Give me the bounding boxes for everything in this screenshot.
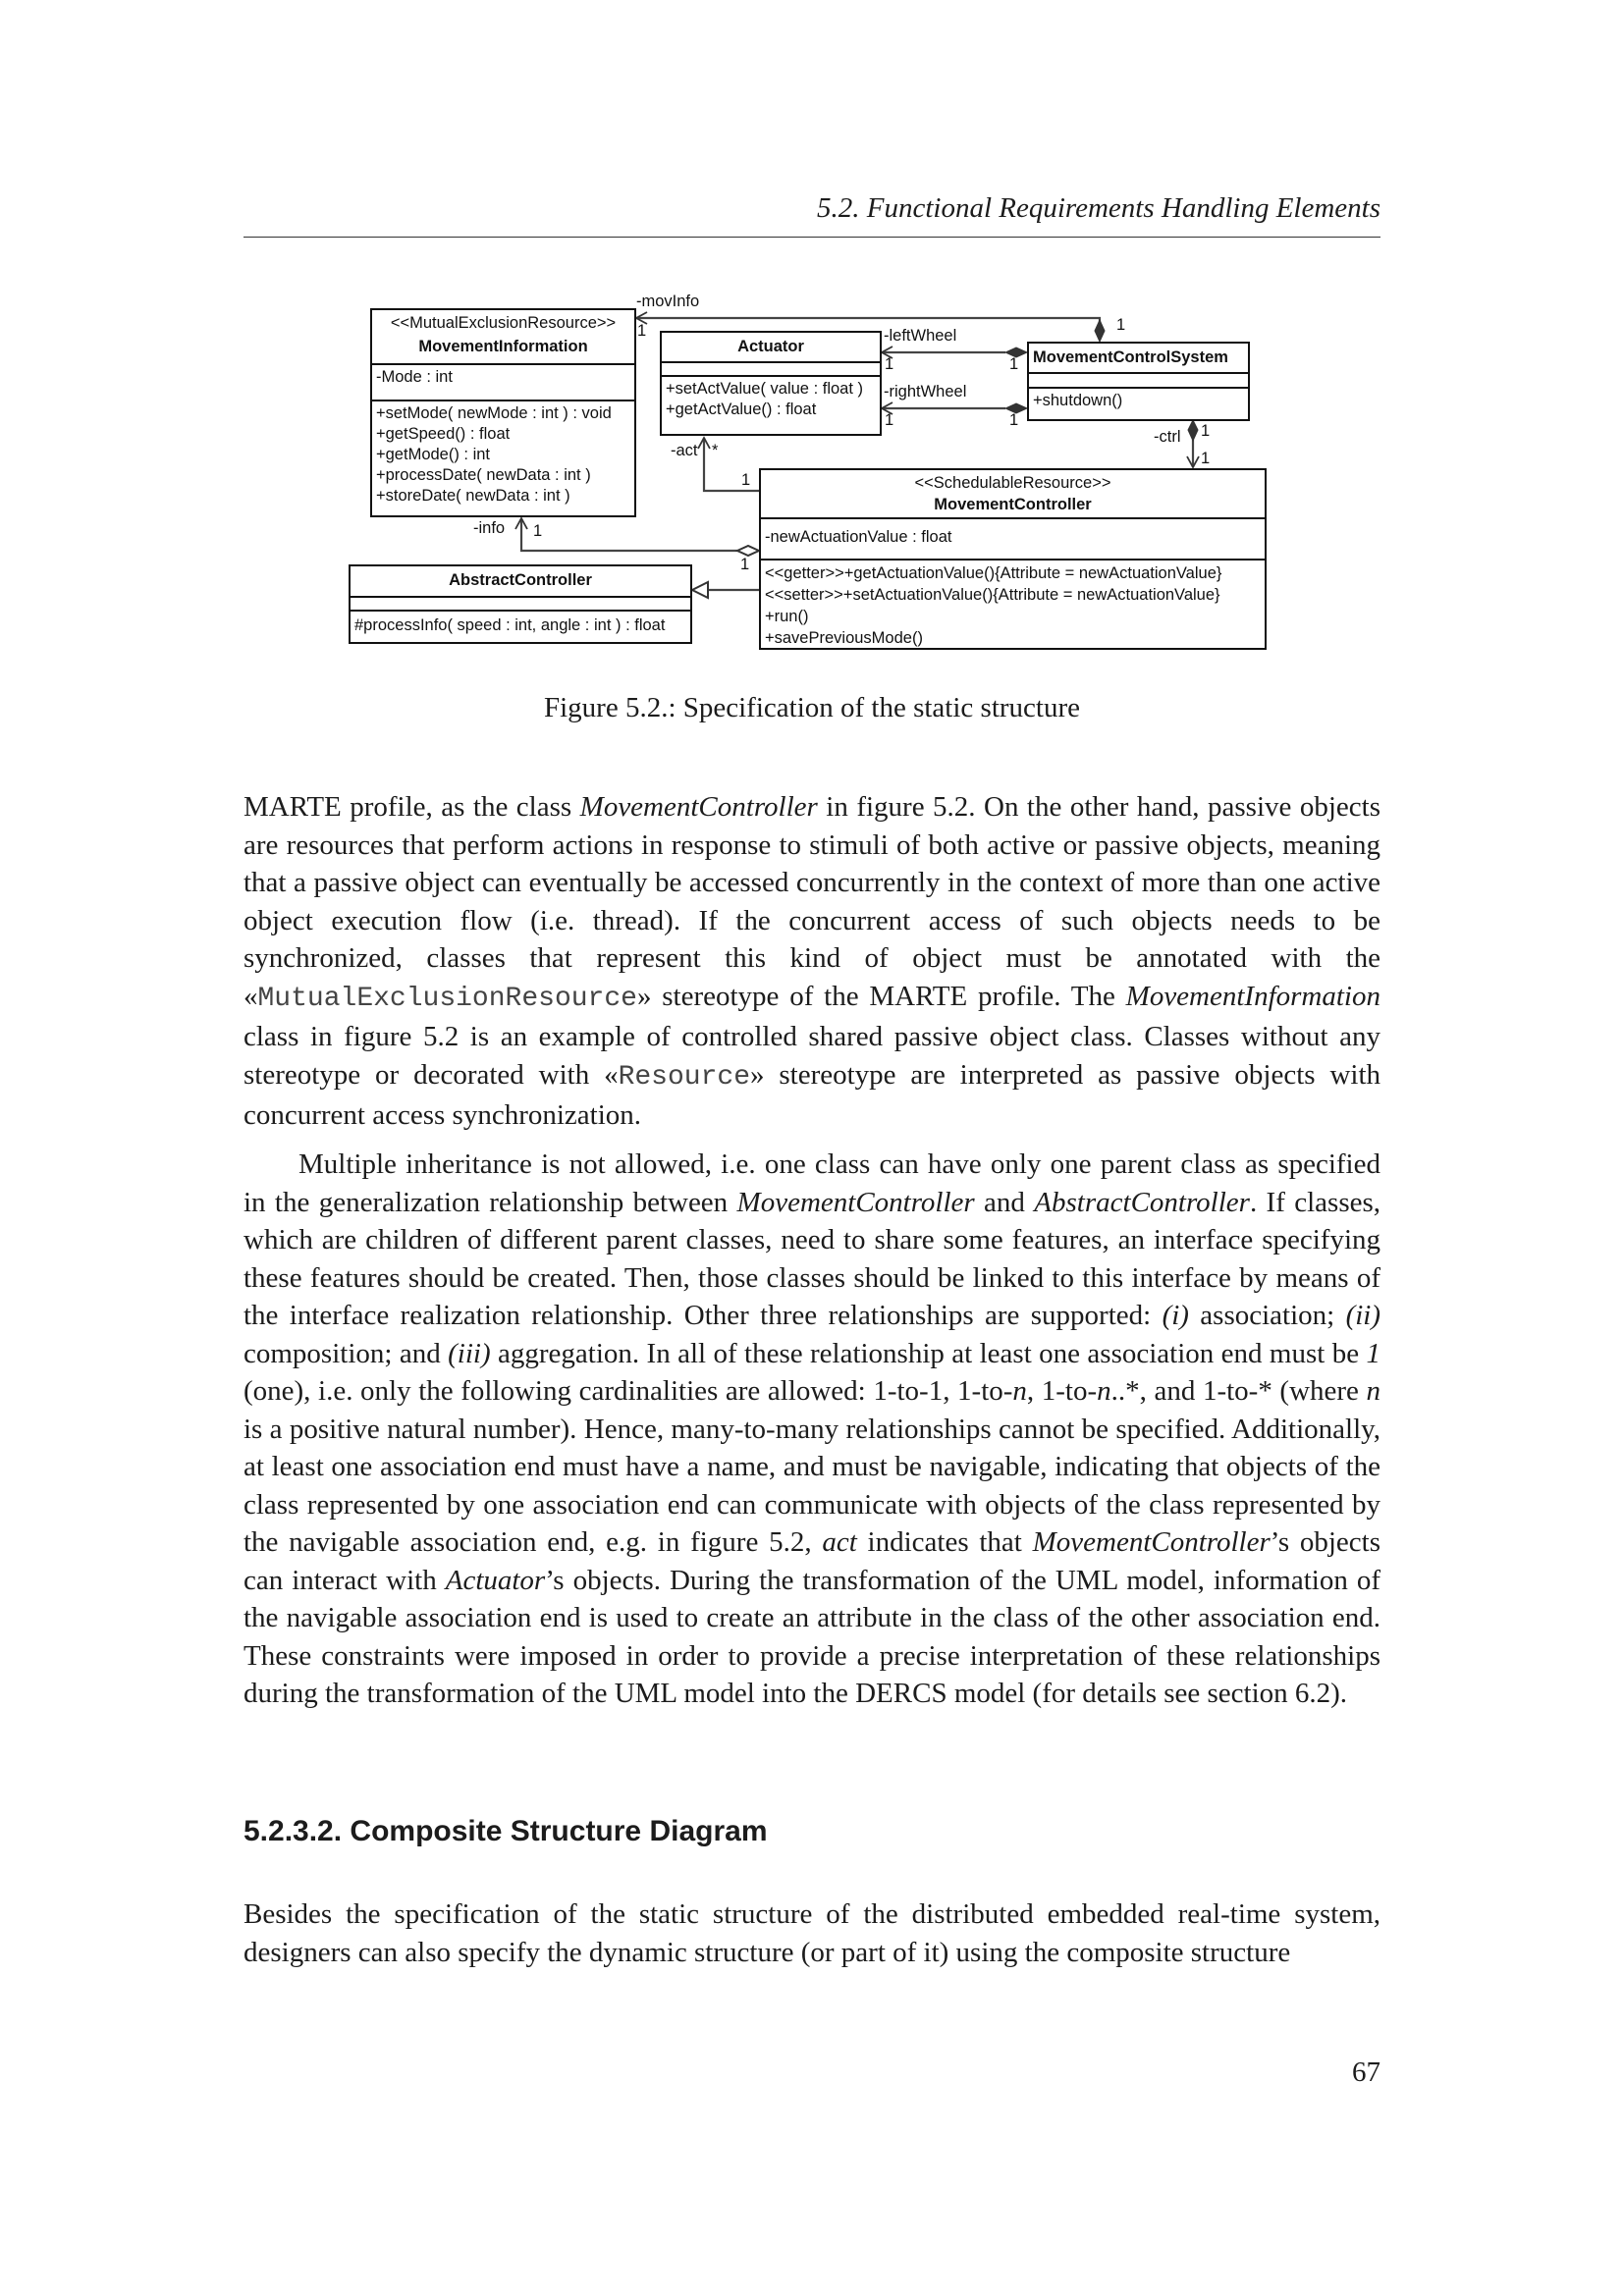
multiplicity-ctrl-source: 1 (1201, 422, 1211, 440)
stereotype-code: Resource (618, 1061, 750, 1093)
emphasis: 1 (1366, 1337, 1380, 1369)
multiplicity-rightwheel-source: 1 (1009, 411, 1019, 429)
attribute: -Mode : int (376, 368, 453, 386)
generalization-triangle (692, 582, 708, 598)
operation: +shutdown() (1033, 392, 1123, 409)
class-name: AbstractController (449, 571, 592, 589)
operation: +getMode() : int (376, 446, 491, 463)
multiplicity-act-source: 1 (741, 471, 751, 489)
operation: +run() (765, 608, 809, 625)
class-movement-control-system (1027, 342, 1250, 421)
class-reference: MovementInformation (1125, 980, 1380, 1012)
multiplicity-act-target: * (712, 442, 719, 459)
class-reference: AbstractController (1034, 1186, 1250, 1218)
math-var: n (1097, 1375, 1111, 1407)
class-reference: MovementController (736, 1186, 975, 1218)
class-reference: Actuator (445, 1564, 546, 1596)
operation: <<setter>>+setActuationValue(){Attribute = newActuationValue} (765, 586, 1220, 604)
page-number: 67 (1352, 2056, 1380, 2088)
text-run: in figure 5.2. On the other hand, passive objects are resources that perform actions in response to stimuli of both active or passive objects, meaning that a passive object can eventually be accessed concurrently in the context of more than one active object execution flow (i.e. thread). If the concurrent access of such objects needs to be synchronized, classes that represent this kind of object must be annotated with the « (243, 791, 1380, 1012)
multiplicity-rightwheel-target: 1 (885, 411, 894, 429)
role-label-leftwheel: -leftWheel (884, 327, 957, 345)
multiplicity-info-source: 1 (740, 556, 750, 573)
uml-class-diagram (0, 0, 1623, 667)
class-movement-controller (759, 468, 1267, 650)
text-run: class in figure 5.2 is an example of controlled shared passive object class. Classes without any stereotype or decorated with « (243, 1021, 1380, 1091)
stereotype-label: <<SchedulableResource>> (914, 474, 1111, 492)
class-actuator (660, 331, 882, 436)
figure-caption: Figure 5.2.: Specification of the static structure (543, 692, 1080, 723)
operation: #processInfo( speed : int, angle : int ) : float (354, 616, 666, 634)
multiplicity-movinfo-source: 1 (1116, 316, 1126, 334)
text-run: (one), i.e. only the following cardinalities are allowed: 1-to-1, 1-to- (243, 1375, 1013, 1407)
operation: +getActValue() : float (666, 400, 817, 418)
role-label-rightwheel: -rightWheel (884, 383, 967, 400)
body-paragraph-2 (243, 1146, 1380, 1713)
operation: +setMode( newMode : int ) : void (376, 404, 612, 422)
text-run: composition; and (243, 1337, 449, 1369)
class-name: MovementController (934, 496, 1092, 513)
multiplicity-leftwheel-target: 1 (885, 355, 894, 373)
role-label-info: -info (473, 519, 506, 537)
text-run: is a positive natural number). Hence, many-to-many relationships cannot be specified. Additionally, at least one association end must have a name, and must be navigable, indicating that objects of the class represented by one association end can communicate with objects of the class represented by the navigable association end, e.g. in figure 5.2, (243, 1413, 1380, 1558)
text-run: ’s objects. During the transformation of the UML model, information of the navigable association end is used to create an attribute in the class of the other association end. These constraints were imposed in order to provide a precise interpretation of these relationships during the transformation of the UML model into the DERCS model (for details see section 6.2). (243, 1564, 1380, 1709)
text-run: and (974, 1186, 1035, 1218)
body-paragraph-1 (243, 788, 1380, 1135)
text-run: association; (1188, 1300, 1346, 1331)
class-name: MovementControlSystem (1033, 348, 1228, 366)
class-reference: MovementController (1032, 1526, 1271, 1558)
math-var: n (1012, 1375, 1027, 1407)
class-name: MovementInformation (418, 338, 588, 355)
role-reference: act (822, 1526, 857, 1558)
text-run: , 1-to- (1026, 1375, 1098, 1407)
text-run: » stereotype of the MARTE profile. The (636, 980, 1126, 1012)
text-run: indicates that (856, 1526, 1033, 1558)
operation: <<getter>>+getActuationValue(){Attribute = newActuationValue} (765, 564, 1222, 582)
text-run: aggregation. In all of these relationship at least one association end must be (490, 1337, 1367, 1369)
class-abstract-controller (349, 564, 692, 644)
section-heading: 5.2.3.2. Composite Structure Diagram (243, 1815, 768, 1847)
running-header: 5.2. Functional Requirements Handling Elements (817, 192, 1380, 224)
text-run: . If classes, which are children of different parent classes, need to share some features, an interface specifying these features should be created. Then, those classes should be linked to this interface by means of the interface realization relationship. Other three relationships are supported: (243, 1186, 1381, 1331)
enum-marker: (ii) (1345, 1300, 1380, 1331)
stereotype-code: MutualExclusionResource (257, 983, 637, 1014)
role-label-movinfo: -movInfo (636, 293, 700, 310)
text-run: Multiple inheritance is not allowed, i.e. one class can have only one parent class as specified in the generalization relationship between (243, 1148, 1380, 1218)
operation: +processDate( newData : int ) (376, 466, 591, 484)
enum-marker: (i) (1162, 1300, 1189, 1331)
text-run: ..*, and 1-to-* (where (1110, 1375, 1367, 1407)
operation: +savePreviousMode() (765, 629, 923, 647)
class-reference: MovementController (579, 791, 818, 823)
operation: +getSpeed() : float (376, 425, 511, 443)
class-name: Actuator (737, 338, 804, 355)
operation: +setActValue( value : float ) (666, 380, 864, 398)
operation: +storeDate( newData : int ) (376, 487, 570, 505)
multiplicity-movinfo-target: 1 (637, 322, 647, 340)
stereotype-label: <<MutualExclusionResource>> (390, 314, 617, 332)
aggregation-diamond-info (737, 546, 759, 556)
text-run: ’s objects can interact with (243, 1526, 1381, 1596)
text-run: » stereotype are interpreted as passive objects with concurrent access synchronization. (243, 1058, 1380, 1131)
role-label-act: -act (671, 442, 698, 459)
enum-marker: (iii) (448, 1337, 491, 1369)
composition-diamond-ctrl (1188, 420, 1198, 441)
role-label-ctrl: -ctrl (1154, 428, 1181, 446)
multiplicity-ctrl-target: 1 (1201, 450, 1211, 467)
composition-diamond-movinfo (1095, 320, 1105, 342)
class-movement-information (370, 308, 636, 517)
body-paragraph-3: Besides the specification of the static structure of the distributed embedded real-time system, designers can also specify the dynamic structure (or part of it) using the composite structure (243, 1898, 1380, 1968)
text-run: MARTE profile, as the class (243, 791, 580, 823)
multiplicity-info-target: 1 (533, 522, 543, 540)
multiplicity-leftwheel-source: 1 (1009, 355, 1019, 373)
attribute: -newActuationValue : float (765, 528, 952, 546)
math-var: n (1366, 1375, 1381, 1407)
